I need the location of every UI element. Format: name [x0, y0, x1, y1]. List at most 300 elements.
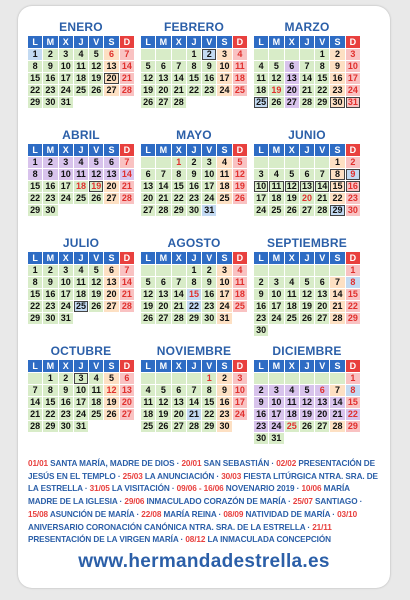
day-cell: 7 [330, 385, 344, 396]
weekday-label: V [89, 144, 103, 156]
day-cell: 23 [202, 301, 216, 312]
day-cell: 5 [141, 277, 155, 288]
days-grid [28, 265, 134, 324]
weekday-header [28, 252, 134, 264]
empty-cell [141, 373, 155, 384]
day-cell: 11 [74, 169, 88, 180]
day-cell: 19 [89, 181, 103, 192]
day-cell: 14 [330, 289, 344, 300]
month-name: DICIEMBRE [272, 344, 342, 358]
day-cell: 28 [330, 421, 344, 432]
days-grid [141, 157, 247, 216]
day-cell: 14 [120, 61, 134, 72]
day-cell: 21 [330, 409, 344, 420]
day-cell: 13 [172, 397, 186, 408]
day-cell: 12 [89, 61, 103, 72]
feast-date: 10/06 [301, 484, 322, 494]
weekday-label: X [172, 144, 186, 156]
feast-name: NOVENARIO 2019 · [223, 484, 302, 494]
feast-date: 08/09 [223, 509, 244, 519]
day-cell: 15 [43, 397, 57, 408]
day-cell: 6 [315, 385, 329, 396]
weekday-label: J [74, 36, 88, 48]
day-cell: 25 [74, 301, 88, 312]
weekday-label: D [120, 360, 134, 372]
empty-cell [156, 373, 170, 384]
day-cell: 20 [141, 193, 155, 204]
days-grid [28, 157, 134, 216]
day-cell: 29 [202, 421, 216, 432]
weekday-label: X [172, 360, 186, 372]
weekday-header [141, 144, 247, 156]
weekday-label: V [89, 36, 103, 48]
day-cell: 22 [28, 193, 42, 204]
month-name: JULIO [62, 236, 100, 250]
empty-cell [300, 49, 314, 60]
feast-date: 31/05 [89, 484, 110, 494]
day-cell: 7 [300, 61, 314, 72]
day-cell: 13 [300, 181, 314, 192]
days-grid [254, 157, 360, 216]
day-cell: 15 [346, 397, 360, 408]
day-cell: 19 [141, 301, 155, 312]
feast-name: PRESENTACIÓN DE LA VIRGEN MARÍA · [28, 535, 186, 545]
day-cell: 26 [300, 313, 314, 324]
feast-date: 21/11 [312, 522, 332, 532]
day-cell: 17 [74, 397, 88, 408]
weekday-label: S [330, 360, 344, 372]
day-cell: 12 [156, 397, 170, 408]
day-cell: 13 [156, 73, 170, 84]
day-cell: 23 [59, 409, 73, 420]
feast-date: 15/08 [28, 509, 48, 519]
day-cell: 4 [233, 49, 247, 60]
day-cell: 11 [269, 181, 283, 192]
day-cell: 29 [172, 205, 186, 216]
day-cell: 4 [74, 49, 88, 60]
day-cell: 31 [269, 433, 283, 444]
day-cell: 18 [233, 289, 247, 300]
day-cell: 28 [120, 301, 134, 312]
day-cell: 4 [89, 373, 103, 384]
day-cell: 2 [254, 385, 268, 396]
year-calendar-grid [28, 20, 360, 444]
month-name: MARZO [284, 20, 330, 34]
day-cell: 12 [89, 169, 103, 180]
month-febrero [141, 20, 247, 120]
month-agosto [141, 236, 247, 336]
empty-cell [269, 373, 283, 384]
day-cell: 18 [74, 289, 88, 300]
day-cell: 29 [315, 97, 329, 108]
month-diciembre [254, 344, 360, 444]
day-cell: 8 [28, 277, 42, 288]
weekday-label: M [43, 252, 57, 264]
weekday-label: D [233, 36, 247, 48]
day-cell: 16 [217, 397, 231, 408]
day-cell: 17 [233, 397, 247, 408]
day-cell: 26 [300, 421, 314, 432]
day-cell: 26 [89, 301, 103, 312]
day-cell: 28 [300, 97, 314, 108]
day-cell: 1 [346, 373, 360, 384]
day-cell: 28 [330, 313, 344, 324]
day-cell: 10 [346, 61, 360, 72]
day-cell: 5 [104, 373, 118, 384]
feast-date: 09/06 - 16/06 [176, 484, 224, 494]
empty-cell [300, 157, 314, 168]
day-cell: 19 [89, 289, 103, 300]
weekday-label: S [104, 36, 118, 48]
day-cell: 24 [233, 409, 247, 420]
day-cell: 29 [330, 205, 344, 216]
empty-cell [141, 265, 155, 276]
weekday-header [254, 252, 360, 264]
day-cell: 7 [28, 385, 42, 396]
day-cell: 10 [217, 277, 231, 288]
day-cell: 6 [104, 49, 118, 60]
weekday-label: M [269, 144, 283, 156]
day-cell: 2 [59, 373, 73, 384]
weekday-header [254, 36, 360, 48]
day-cell: 18 [74, 181, 88, 192]
day-cell: 5 [89, 157, 103, 168]
empty-cell [300, 373, 314, 384]
day-cell: 1 [28, 49, 42, 60]
day-cell: 22 [43, 409, 57, 420]
day-cell: 7 [187, 385, 201, 396]
day-cell: 18 [285, 301, 299, 312]
day-cell: 31 [59, 97, 73, 108]
day-cell: 10 [59, 169, 73, 180]
day-cell: 9 [59, 385, 73, 396]
day-cell: 26 [141, 313, 155, 324]
website-url[interactable]: www.hermandadestrella.es [78, 551, 330, 572]
day-cell: 19 [300, 409, 314, 420]
day-cell: 8 [43, 385, 57, 396]
day-cell: 12 [269, 73, 283, 84]
day-cell: 27 [104, 85, 118, 96]
day-cell: 8 [346, 385, 360, 396]
weekday-label: M [43, 144, 57, 156]
weekday-label: S [217, 360, 231, 372]
day-cell: 31 [202, 205, 216, 216]
day-cell: 21 [172, 301, 186, 312]
weekday-label: M [269, 36, 283, 48]
weekday-label: M [269, 360, 283, 372]
empty-cell [254, 265, 268, 276]
weekday-label: X [285, 36, 299, 48]
month-name: SEPTIEMBRE [266, 236, 347, 250]
day-cell: 3 [59, 157, 73, 168]
day-cell: 21 [28, 409, 42, 420]
day-cell: 30 [254, 325, 268, 336]
day-cell: 28 [315, 205, 329, 216]
weekday-label: J [300, 36, 314, 48]
weekday-label: V [89, 360, 103, 372]
day-cell: 26 [233, 193, 247, 204]
day-cell: 13 [315, 289, 329, 300]
day-cell: 16 [346, 181, 360, 192]
day-cell: 2 [43, 157, 57, 168]
day-cell: 24 [269, 313, 283, 324]
day-cell: 25 [89, 409, 103, 420]
day-cell: 14 [172, 73, 186, 84]
day-cell: 11 [285, 289, 299, 300]
month-marzo [254, 20, 360, 120]
day-cell: 23 [43, 301, 57, 312]
day-cell: 16 [330, 73, 344, 84]
feast-name: SANTIAGO · [312, 497, 363, 507]
day-cell: 9 [254, 289, 268, 300]
day-cell: 28 [187, 421, 201, 432]
day-cell: 12 [300, 397, 314, 408]
feast-date: 25/07 [292, 497, 313, 507]
weekday-label: J [187, 144, 201, 156]
month-name: FEBRERO [163, 20, 225, 34]
days-grid [28, 373, 134, 432]
day-cell: 10 [233, 385, 247, 396]
month-junio [254, 128, 360, 228]
empty-cell [315, 373, 329, 384]
day-cell: 11 [74, 277, 88, 288]
day-cell: 10 [59, 277, 73, 288]
empty-cell [269, 49, 283, 60]
weekday-header [141, 36, 247, 48]
weekday-header [141, 252, 247, 264]
weekday-label: S [217, 252, 231, 264]
day-cell: 9 [254, 397, 268, 408]
day-cell: 17 [254, 193, 268, 204]
day-cell: 31 [217, 313, 231, 324]
day-cell: 25 [233, 85, 247, 96]
weekday-label: V [315, 144, 329, 156]
weekday-label: J [74, 144, 88, 156]
day-cell: 21 [120, 289, 134, 300]
day-cell: 3 [202, 157, 216, 168]
day-cell: 2 [254, 277, 268, 288]
day-cell: 15 [28, 73, 42, 84]
day-cell: 4 [285, 385, 299, 396]
day-cell: 3 [217, 265, 231, 276]
month-octubre [28, 344, 134, 444]
day-cell: 14 [120, 277, 134, 288]
feast-name: SAN SEBASTIÁN · [201, 459, 277, 468]
day-cell: 21 [172, 85, 186, 96]
day-cell: 30 [43, 97, 57, 108]
day-cell: 27 [315, 313, 329, 324]
weekday-label: M [156, 252, 170, 264]
day-cell: 20 [104, 289, 118, 300]
day-cell: 11 [89, 385, 103, 396]
days-grid [254, 49, 360, 108]
day-cell: 17 [346, 73, 360, 84]
day-cell: 3 [74, 373, 88, 384]
weekday-label: L [254, 36, 268, 48]
day-cell: 18 [269, 193, 283, 204]
day-cell: 9 [346, 169, 360, 180]
empty-cell [315, 157, 329, 168]
day-cell: 3 [269, 277, 283, 288]
day-cell: 15 [28, 289, 42, 300]
month-noviembre [141, 344, 247, 444]
day-cell: 3 [269, 385, 283, 396]
empty-cell [269, 265, 283, 276]
month-name: OCTUBRE [50, 344, 112, 358]
day-cell: 9 [217, 385, 231, 396]
day-cell: 5 [156, 385, 170, 396]
day-cell: 1 [187, 49, 201, 60]
day-cell: 14 [156, 181, 170, 192]
feast-name: LA ANUNCIACIÓN · [142, 471, 222, 481]
day-cell: 26 [141, 97, 155, 108]
day-cell: 19 [156, 409, 170, 420]
day-cell: 21 [330, 301, 344, 312]
empty-cell [330, 373, 344, 384]
day-cell: 17 [269, 409, 283, 420]
empty-cell [285, 157, 299, 168]
day-cell: 22 [202, 409, 216, 420]
day-cell: 23 [43, 85, 57, 96]
days-grid [254, 265, 360, 336]
day-cell: 24 [74, 409, 88, 420]
empty-cell [172, 49, 186, 60]
day-cell: 12 [233, 169, 247, 180]
days-grid [141, 265, 247, 324]
day-cell: 24 [217, 85, 231, 96]
day-cell: 6 [120, 373, 134, 384]
day-cell: 27 [156, 313, 170, 324]
day-cell: 14 [300, 73, 314, 84]
weekday-label: D [233, 144, 247, 156]
day-cell: 25 [285, 313, 299, 324]
day-cell: 2 [330, 49, 344, 60]
day-cell: 17 [217, 289, 231, 300]
day-cell: 20 [104, 73, 118, 84]
day-cell: 13 [141, 181, 155, 192]
day-cell: 18 [217, 181, 231, 192]
weekday-label: V [202, 252, 216, 264]
day-cell: 8 [202, 385, 216, 396]
day-cell: 29 [346, 421, 360, 432]
day-cell: 12 [89, 277, 103, 288]
day-cell: 29 [346, 313, 360, 324]
day-cell: 13 [285, 73, 299, 84]
day-cell: 9 [187, 169, 201, 180]
feast-date: 20/01 [181, 459, 202, 468]
day-cell: 24 [202, 193, 216, 204]
day-cell: 16 [202, 73, 216, 84]
day-cell: 25 [233, 301, 247, 312]
day-cell: 24 [346, 85, 360, 96]
day-cell: 17 [59, 289, 73, 300]
month-name: MAYO [176, 128, 212, 142]
month-name: ENERO [59, 20, 103, 34]
day-cell: 16 [43, 181, 57, 192]
day-cell: 18 [141, 409, 155, 420]
day-cell: 5 [89, 265, 103, 276]
day-cell: 22 [346, 301, 360, 312]
day-cell: 15 [172, 181, 186, 192]
weekday-label: X [59, 36, 73, 48]
day-cell: 20 [172, 409, 186, 420]
day-cell: 14 [315, 181, 329, 192]
day-cell: 23 [330, 85, 344, 96]
weekday-label: V [315, 36, 329, 48]
day-cell: 25 [269, 205, 283, 216]
day-cell: 17 [59, 181, 73, 192]
weekday-label: V [202, 144, 216, 156]
day-cell: 31 [346, 97, 360, 108]
day-cell: 28 [120, 193, 134, 204]
day-cell: 26 [89, 193, 103, 204]
weekday-label: L [141, 252, 155, 264]
empty-cell [141, 49, 155, 60]
day-cell: 13 [104, 169, 118, 180]
day-cell: 3 [59, 265, 73, 276]
weekday-label: D [346, 360, 360, 372]
month-name: NOVIEMBRE [156, 344, 232, 358]
day-cell: 22 [187, 301, 201, 312]
day-cell: 15 [187, 73, 201, 84]
day-cell: 9 [202, 277, 216, 288]
day-cell: 26 [269, 97, 283, 108]
day-cell: 22 [187, 85, 201, 96]
day-cell: 3 [254, 169, 268, 180]
day-cell: 21 [315, 193, 329, 204]
day-cell: 7 [120, 157, 134, 168]
day-cell: 26 [89, 85, 103, 96]
day-cell: 15 [187, 289, 201, 300]
day-cell: 1 [346, 265, 360, 276]
day-cell: 28 [156, 205, 170, 216]
day-cell: 1 [28, 265, 42, 276]
day-cell: 16 [187, 181, 201, 192]
day-cell: 18 [89, 397, 103, 408]
day-cell: 6 [156, 61, 170, 72]
day-cell: 21 [120, 73, 134, 84]
day-cell: 30 [346, 205, 360, 216]
day-cell: 11 [233, 277, 247, 288]
days-grid [141, 49, 247, 108]
day-cell: 7 [172, 277, 186, 288]
day-cell: 23 [254, 313, 268, 324]
weekday-label: L [254, 252, 268, 264]
day-cell: 8 [187, 61, 201, 72]
day-cell: 2 [346, 157, 360, 168]
day-cell: 13 [104, 61, 118, 72]
day-cell: 6 [104, 265, 118, 276]
day-cell: 7 [120, 265, 134, 276]
day-cell: 5 [141, 61, 155, 72]
feast-name: NATIVIDAD DE MARÍA · [243, 509, 338, 519]
weekday-label: J [300, 144, 314, 156]
day-cell: 11 [233, 61, 247, 72]
day-cell: 13 [315, 397, 329, 408]
day-cell: 4 [74, 157, 88, 168]
day-cell: 20 [156, 85, 170, 96]
day-cell: 5 [269, 61, 283, 72]
feast-name: MARÍA MADRE DE LA IGLESIA · [28, 484, 350, 507]
day-cell: 8 [28, 61, 42, 72]
day-cell: 24 [59, 301, 73, 312]
day-cell: 6 [141, 169, 155, 180]
day-cell: 1 [172, 157, 186, 168]
empty-cell [156, 157, 170, 168]
day-cell: 31 [74, 421, 88, 432]
day-cell: 15 [346, 289, 360, 300]
weekday-label: L [28, 252, 42, 264]
